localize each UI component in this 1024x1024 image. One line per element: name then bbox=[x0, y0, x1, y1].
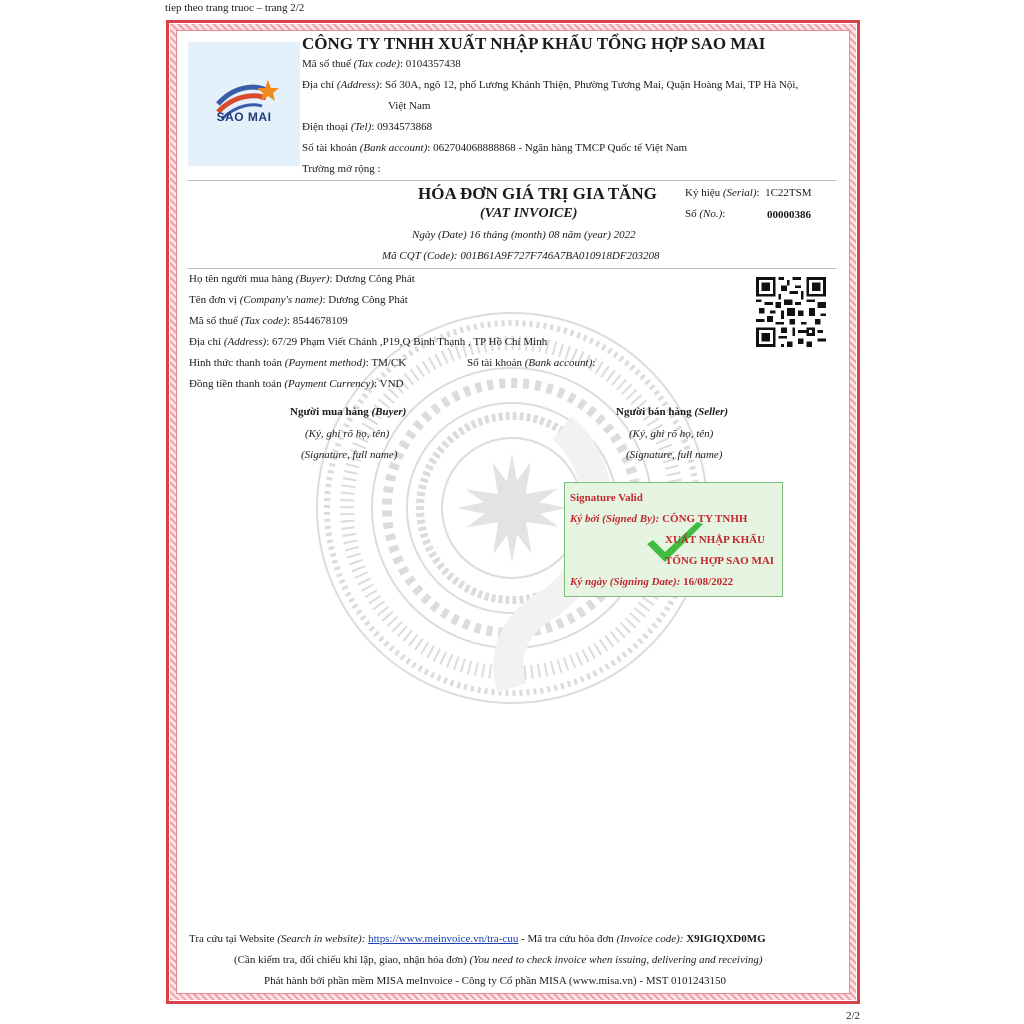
invoice-cqt-code: Mã CQT (Code): 001B61A9F727F746A7BA010918DF203208 bbox=[382, 250, 660, 262]
buyer-payment-row: Hình thức thanh toán (Payment method): TM/CK bbox=[189, 357, 407, 369]
seller-signature-note: (Ký, ghi rõ họ, tên) bbox=[629, 428, 714, 440]
logo-text: SAO MAI bbox=[216, 110, 272, 124]
invoice-number-row: Số (No.): bbox=[685, 208, 726, 220]
signature-signed-by: Ký bởi (Signed By): CÔNG TY TNHH bbox=[570, 513, 748, 525]
buyer-name: Dương Công Phát bbox=[335, 273, 415, 285]
signature-signer-line2: XUẤT NHẬP KHẨU bbox=[665, 534, 766, 546]
buyer-bank-row: Số tài khoản (Bank account): bbox=[467, 357, 596, 369]
invoice-date: Ngày (Date) 16 tháng (month) 08 năm (year) 2022 bbox=[412, 229, 636, 241]
seller-account-row: Số tài khoản (Bank account): 062704068888868 - Ngân hàng TMCP Quốc tế Việt Nam bbox=[302, 142, 688, 154]
divider bbox=[188, 268, 836, 269]
invoice-title-en: (VAT INVOICE) bbox=[480, 206, 578, 221]
invoice-number: 00000386 bbox=[767, 209, 811, 221]
buyer-tax-row: Mã số thuế (Tax code): 8544678109 bbox=[189, 315, 348, 327]
seller-address-line2: Việt Nam bbox=[388, 100, 431, 112]
top-note: tiep theo trang truoc – trang 2/2 bbox=[165, 2, 305, 14]
lookup-link[interactable]: https://www.meinvoice.vn/tra-cuu bbox=[368, 933, 519, 945]
signature-date: Ký ngày (Signing Date): 16/08/2022 bbox=[570, 576, 734, 588]
page-number: 2/2 bbox=[845, 1010, 860, 1022]
buyer-currency-row: Đồng tiền thanh toán (Payment Currency): VND bbox=[189, 378, 404, 390]
seller-signature-title: Người bán hàng (Seller) bbox=[616, 406, 729, 418]
footer-issuer: Phát hành bởi phần mềm MISA meInvoice - Công ty Cổ phần MISA (www.misa.vn) - MST 0101243150 bbox=[264, 975, 726, 987]
sao-mai-logo-icon bbox=[188, 42, 300, 166]
signature-status: Signature Valid bbox=[570, 492, 643, 504]
seller-tax-code: 0104357438 bbox=[405, 58, 461, 70]
buyer-signature-title: Người mua hàng (Buyer) bbox=[290, 406, 407, 418]
footer-search-row: Tra cứu tại Website (Search in website): https://www.meinvoice.vn/tra-cuu - Mã tra cứu hóa đơn (Invoice code): X9IGIQXD0MG bbox=[189, 933, 766, 945]
invoice-serial-row: Ký hiệu (Serial): 1C22TSM bbox=[685, 187, 812, 199]
seller-signature-note-en: (Signature, full name) bbox=[626, 449, 723, 461]
signature-signer-line3: TỔNG HỢP SAO MAI bbox=[665, 555, 775, 567]
seller-tax-row: Mã số thuế (Tax code): 0104357438 bbox=[302, 58, 461, 70]
seller-company-name: CÔNG TY TNHH XUẤT NHẬP KHẨU TỔNG HỢP SAO MAI bbox=[302, 34, 766, 53]
buyer-signature-note-en: (Signature, full name) bbox=[301, 449, 398, 461]
buyer-signature-note: (Ký, ghi rõ họ, tên) bbox=[305, 428, 390, 440]
divider bbox=[188, 180, 836, 181]
seller-address-row: Địa chỉ (Address): Số 30A, ngõ 12, phố Lương Khánh Thiện, Phường Tương Mai, Quận Hoàng Mai, TP Hà Nội, bbox=[302, 79, 799, 91]
seller-extra-field: Trường mở rộng : bbox=[302, 163, 381, 175]
buyer-name-row: Họ tên người mua hàng (Buyer): Dương Công Phát bbox=[189, 273, 415, 285]
footer-check-note: (Cần kiểm tra, đối chiếu khi lập, giao, nhận hóa đơn) (You need to check invoice when issuing, delivering and receiving) bbox=[234, 954, 763, 966]
invoice-serial: 1C22TSM bbox=[765, 187, 812, 199]
invoice-lookup-code: X9IGIQXD0MG bbox=[686, 933, 766, 945]
invoice-title: HÓA ĐƠN GIÁ TRỊ GIA TĂNG bbox=[418, 184, 657, 203]
seller-phone-row: Điện thoại (Tel): 0934573868 bbox=[302, 121, 433, 133]
buyer-address-row: Địa chỉ (Address): 67/29 Phạm Viết Chánh ,P19,Q Bình Thạnh , TP Hồ Chí Minh bbox=[189, 336, 548, 348]
qr-code bbox=[756, 277, 826, 347]
buyer-company-row: Tên đơn vị (Company's name): Dương Công Phát bbox=[189, 294, 408, 306]
company-logo bbox=[188, 42, 300, 166]
